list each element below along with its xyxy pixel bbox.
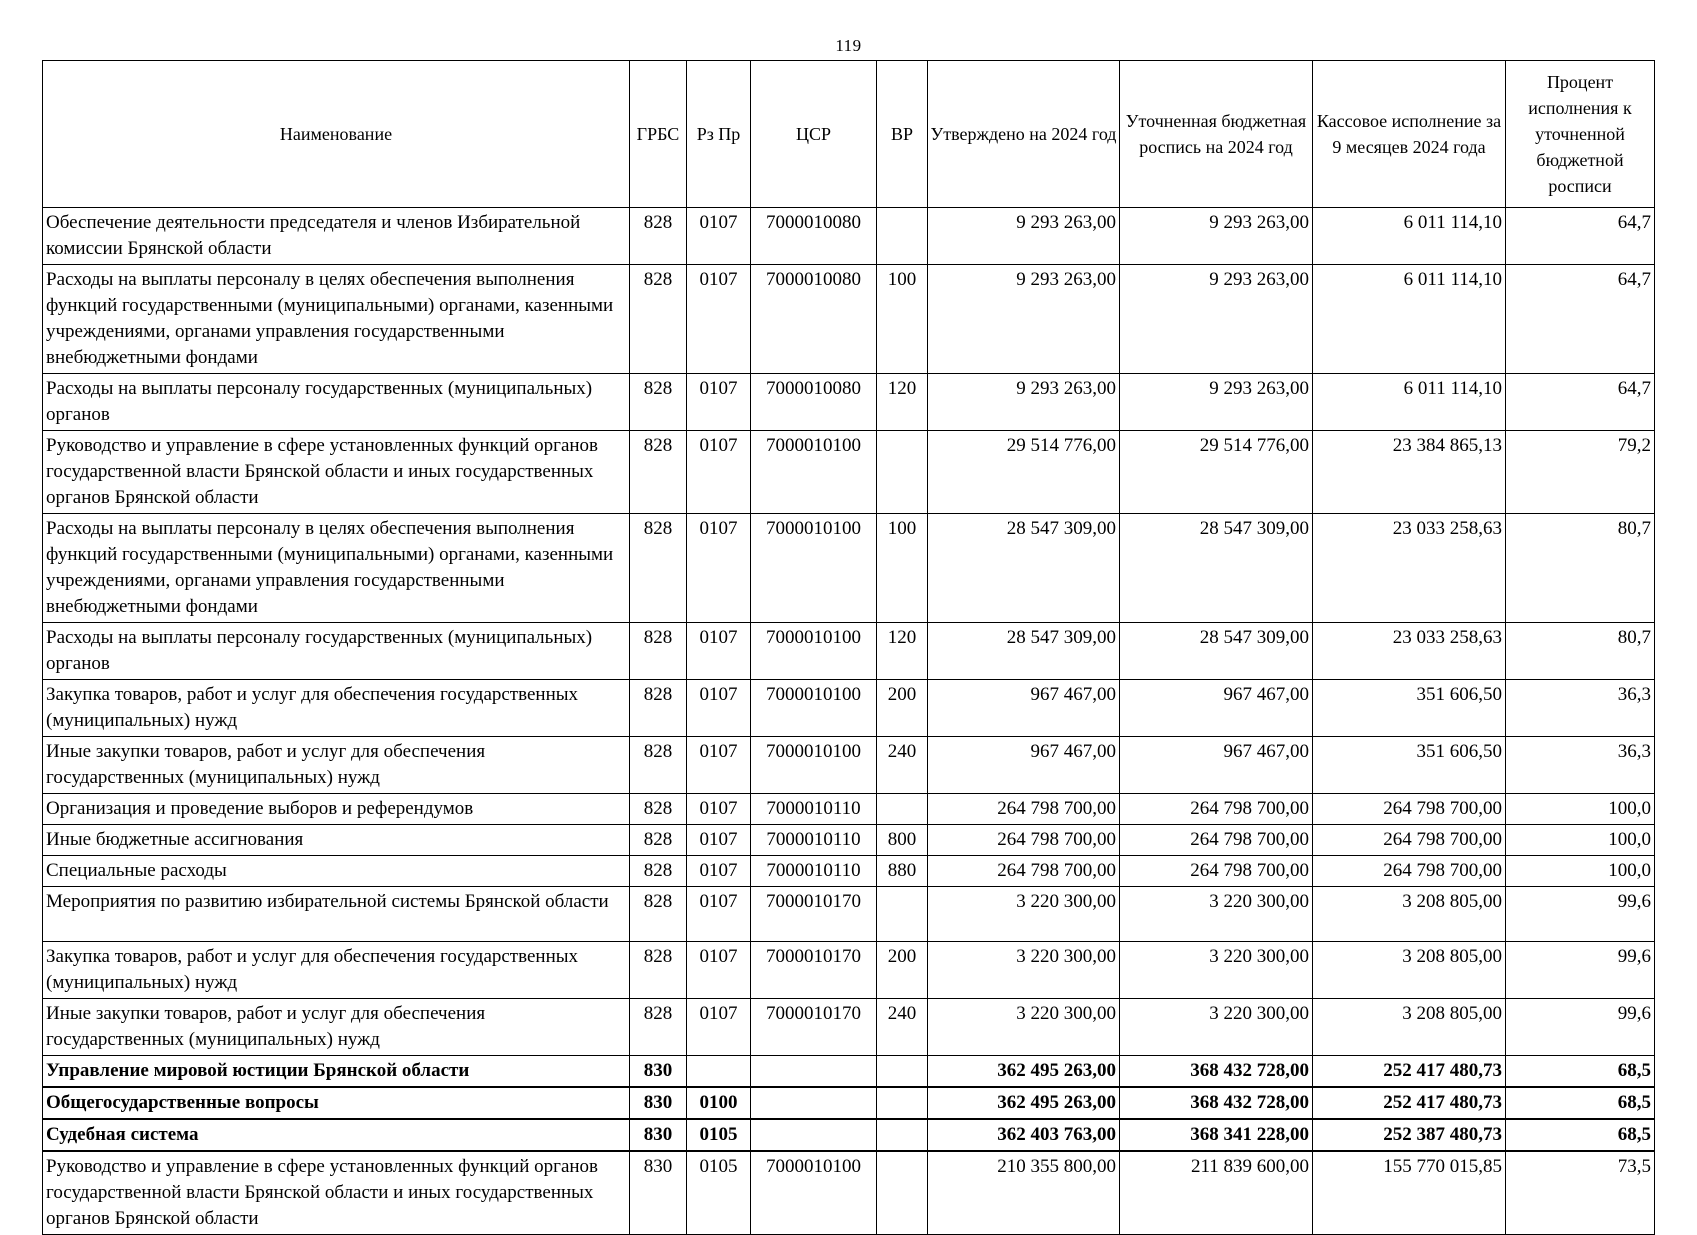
table-row — [43, 1119, 1655, 1151]
page-number: 119 — [835, 36, 862, 55]
cell-refined: 3 220 300,00 — [1120, 942, 1313, 999]
cell-name: Организация и проведение выборов и референдумов — [43, 794, 630, 825]
header-row — [43, 61, 1655, 208]
cell-vr — [877, 431, 928, 514]
cell-name: Обеспечение деятельности председателя и членов Избирательной комиссии Брянской области — [43, 208, 630, 265]
cell-csr: 7000010100 — [751, 1151, 877, 1235]
cell-refined: 264 798 700,00 — [1120, 794, 1313, 825]
cell-grbs: 828 — [630, 431, 687, 514]
cell-name: Специальные расходы — [43, 856, 630, 887]
cell-rzpr: 0107 — [687, 942, 751, 999]
cell-refined: 967 467,00 — [1120, 737, 1313, 794]
cell-approved: 3 220 300,00 — [928, 942, 1120, 999]
cell-vr: 120 — [877, 623, 928, 680]
cell-refined: 264 798 700,00 — [1120, 825, 1313, 856]
cell-vr — [877, 1087, 928, 1119]
cell-percent: 79,2 — [1506, 431, 1655, 514]
table-row — [43, 856, 1655, 887]
cell-approved: 210 355 800,00 — [928, 1151, 1120, 1235]
cell-name: Руководство и управление в сфере установленных функций органов государственной власти Брянской области и иных государственных органов Брянской области — [43, 1151, 630, 1235]
cell-percent: 64,7 — [1506, 208, 1655, 265]
cell-csr: 7000010110 — [751, 794, 877, 825]
cell-grbs: 830 — [630, 1151, 687, 1235]
cell-rzpr: 0107 — [687, 856, 751, 887]
cell-approved: 362 403 763,00 — [928, 1119, 1120, 1151]
cell-grbs: 828 — [630, 623, 687, 680]
cell-csr: 7000010170 — [751, 942, 877, 999]
cell-cash: 155 770 015,85 — [1313, 1151, 1506, 1235]
cell-cash: 3 208 805,00 — [1313, 999, 1506, 1056]
cell-rzpr: 0107 — [687, 265, 751, 374]
cell-grbs: 828 — [630, 514, 687, 623]
cell-percent: 64,7 — [1506, 265, 1655, 374]
cell-cash: 252 387 480,73 — [1313, 1119, 1506, 1151]
cell-name: Расходы на выплаты персоналу государственных (муниципальных) органов — [43, 374, 630, 431]
cell-csr — [751, 1119, 877, 1151]
cell-percent: 68,5 — [1506, 1056, 1655, 1088]
cell-approved: 9 293 263,00 — [928, 374, 1120, 431]
cell-cash: 6 011 114,10 — [1313, 374, 1506, 431]
cell-refined: 28 547 309,00 — [1120, 623, 1313, 680]
cell-rzpr: 0105 — [687, 1151, 751, 1235]
cell-rzpr: 0107 — [687, 623, 751, 680]
cell-cash: 351 606,50 — [1313, 680, 1506, 737]
cell-name: Расходы на выплаты персоналу государственных (муниципальных) органов — [43, 623, 630, 680]
col-header-approved: Утверждено на 2024 год — [928, 61, 1120, 208]
cell-csr: 7000010170 — [751, 999, 877, 1056]
cell-vr: 200 — [877, 680, 928, 737]
cell-csr: 7000010080 — [751, 265, 877, 374]
cell-vr: 240 — [877, 999, 928, 1056]
cell-approved: 3 220 300,00 — [928, 999, 1120, 1056]
cell-rzpr: 0107 — [687, 825, 751, 856]
cell-rzpr: 0107 — [687, 794, 751, 825]
cell-rzpr: 0107 — [687, 887, 751, 942]
cell-cash: 351 606,50 — [1313, 737, 1506, 794]
cell-refined: 9 293 263,00 — [1120, 208, 1313, 265]
cell-grbs: 828 — [630, 825, 687, 856]
table-row — [43, 1056, 1655, 1088]
cell-refined: 28 547 309,00 — [1120, 514, 1313, 623]
cell-refined: 9 293 263,00 — [1120, 265, 1313, 374]
cell-refined: 368 341 228,00 — [1120, 1119, 1313, 1151]
cell-rzpr: 0107 — [687, 999, 751, 1056]
cell-rzpr: 0105 — [687, 1119, 751, 1151]
cell-cash: 252 417 480,73 — [1313, 1056, 1506, 1088]
cell-approved: 28 547 309,00 — [928, 514, 1120, 623]
table-row — [43, 737, 1655, 794]
cell-vr: 120 — [877, 374, 928, 431]
cell-percent: 100,0 — [1506, 794, 1655, 825]
cell-refined: 3 220 300,00 — [1120, 999, 1313, 1056]
cell-percent: 99,6 — [1506, 942, 1655, 999]
cell-rzpr: 0107 — [687, 514, 751, 623]
cell-rzpr: 0107 — [687, 680, 751, 737]
cell-percent: 100,0 — [1506, 825, 1655, 856]
cell-cash: 264 798 700,00 — [1313, 825, 1506, 856]
cell-approved: 967 467,00 — [928, 680, 1120, 737]
cell-percent: 36,3 — [1506, 680, 1655, 737]
cell-grbs: 828 — [630, 856, 687, 887]
cell-percent: 80,7 — [1506, 514, 1655, 623]
cell-vr — [877, 887, 928, 942]
cell-cash: 6 011 114,10 — [1313, 265, 1506, 374]
cell-grbs: 828 — [630, 680, 687, 737]
cell-csr: 7000010110 — [751, 856, 877, 887]
cell-approved: 362 495 263,00 — [928, 1056, 1120, 1088]
cell-grbs: 828 — [630, 374, 687, 431]
cell-refined: 967 467,00 — [1120, 680, 1313, 737]
cell-rzpr: 0107 — [687, 374, 751, 431]
cell-refined: 368 432 728,00 — [1120, 1087, 1313, 1119]
cell-approved: 967 467,00 — [928, 737, 1120, 794]
cell-vr: 240 — [877, 737, 928, 794]
cell-vr — [877, 208, 928, 265]
table-row — [43, 942, 1655, 999]
cell-grbs: 828 — [630, 737, 687, 794]
cell-name: Закупка товаров, работ и услуг для обеспечения государственных (муниципальных) нужд — [43, 942, 630, 999]
table-row — [43, 514, 1655, 623]
cell-approved: 362 495 263,00 — [928, 1087, 1120, 1119]
cell-vr — [877, 794, 928, 825]
cell-vr — [877, 1119, 928, 1151]
cell-vr: 200 — [877, 942, 928, 999]
cell-grbs: 828 — [630, 794, 687, 825]
cell-name: Управление мировой юстиции Брянской области — [43, 1056, 630, 1088]
cell-approved: 264 798 700,00 — [928, 856, 1120, 887]
cell-grbs: 828 — [630, 887, 687, 942]
cell-percent: 100,0 — [1506, 856, 1655, 887]
cell-grbs: 830 — [630, 1087, 687, 1119]
table-row — [43, 680, 1655, 737]
cell-approved: 29 514 776,00 — [928, 431, 1120, 514]
cell-percent: 80,7 — [1506, 623, 1655, 680]
cell-name: Закупка товаров, работ и услуг для обеспечения государственных (муниципальных) нужд — [43, 680, 630, 737]
cell-percent: 99,6 — [1506, 887, 1655, 942]
cell-cash: 23 384 865,13 — [1313, 431, 1506, 514]
cell-approved: 264 798 700,00 — [928, 825, 1120, 856]
col-header-csr: ЦСР — [751, 61, 877, 208]
col-header-name: Наименование — [43, 61, 630, 208]
cell-grbs: 828 — [630, 942, 687, 999]
cell-cash: 3 208 805,00 — [1313, 942, 1506, 999]
col-header-cash: Кассовое исполнение за 9 месяцев 2024 года — [1313, 61, 1506, 208]
cell-csr: 7000010100 — [751, 514, 877, 623]
cell-name: Мероприятия по развитию избирательной системы Брянской области — [43, 887, 630, 942]
cell-grbs: 828 — [630, 265, 687, 374]
cell-percent: 73,5 — [1506, 1151, 1655, 1235]
table-row — [43, 208, 1655, 265]
cell-percent: 68,5 — [1506, 1087, 1655, 1119]
cell-cash: 6 011 114,10 — [1313, 208, 1506, 265]
cell-vr — [877, 1056, 928, 1088]
cell-approved: 28 547 309,00 — [928, 623, 1120, 680]
table-row — [43, 623, 1655, 680]
cell-csr: 7000010100 — [751, 680, 877, 737]
cell-cash: 264 798 700,00 — [1313, 856, 1506, 887]
cell-csr — [751, 1056, 877, 1088]
table-row — [43, 265, 1655, 374]
cell-vr: 880 — [877, 856, 928, 887]
cell-percent: 36,3 — [1506, 737, 1655, 794]
cell-refined: 368 432 728,00 — [1120, 1056, 1313, 1088]
cell-cash: 264 798 700,00 — [1313, 794, 1506, 825]
cell-rzpr: 0107 — [687, 208, 751, 265]
cell-rzpr: 0107 — [687, 431, 751, 514]
cell-name: Судебная система — [43, 1119, 630, 1151]
col-header-rzpr: Рз Пр — [687, 61, 751, 208]
cell-vr — [877, 1151, 928, 1235]
budget-table — [42, 60, 1655, 1235]
cell-name: Общегосударственные вопросы — [43, 1087, 630, 1119]
cell-rzpr: 0100 — [687, 1087, 751, 1119]
cell-approved: 9 293 263,00 — [928, 265, 1120, 374]
cell-rzpr: 0107 — [687, 737, 751, 794]
table-row — [43, 1087, 1655, 1119]
table-row — [43, 887, 1655, 942]
cell-grbs: 828 — [630, 208, 687, 265]
cell-grbs: 828 — [630, 999, 687, 1056]
cell-approved: 264 798 700,00 — [928, 794, 1120, 825]
cell-percent: 68,5 — [1506, 1119, 1655, 1151]
col-header-refined: Уточненная бюджетная роспись на 2024 год — [1120, 61, 1313, 208]
cell-approved: 9 293 263,00 — [928, 208, 1120, 265]
cell-csr: 7000010110 — [751, 825, 877, 856]
cell-grbs: 830 — [630, 1056, 687, 1088]
table-row — [43, 374, 1655, 431]
table-row — [43, 825, 1655, 856]
col-header-percent: Процент исполнения к уточненной бюджетной росписи — [1506, 61, 1655, 208]
cell-refined: 9 293 263,00 — [1120, 374, 1313, 431]
cell-csr: 7000010100 — [751, 431, 877, 514]
cell-approved: 3 220 300,00 — [928, 887, 1120, 942]
cell-csr — [751, 1087, 877, 1119]
cell-vr: 800 — [877, 825, 928, 856]
table-row — [43, 999, 1655, 1056]
cell-name: Расходы на выплаты персоналу в целях обеспечения выполнения функций государственными (муниципальными) органами, казенными учреждениями, органами управления государственными внебюджетными фондами — [43, 265, 630, 374]
cell-vr: 100 — [877, 514, 928, 623]
cell-cash: 23 033 258,63 — [1313, 623, 1506, 680]
col-header-grbs: ГРБС — [630, 61, 687, 208]
cell-refined: 211 839 600,00 — [1120, 1151, 1313, 1235]
cell-cash: 3 208 805,00 — [1313, 887, 1506, 942]
cell-vr: 100 — [877, 265, 928, 374]
cell-refined: 29 514 776,00 — [1120, 431, 1313, 514]
cell-csr: 7000010080 — [751, 374, 877, 431]
table-row — [43, 431, 1655, 514]
cell-csr: 7000010080 — [751, 208, 877, 265]
cell-name: Иные бюджетные ассигнования — [43, 825, 630, 856]
cell-refined: 3 220 300,00 — [1120, 887, 1313, 942]
cell-cash: 23 033 258,63 — [1313, 514, 1506, 623]
cell-csr: 7000010100 — [751, 737, 877, 794]
cell-csr: 7000010170 — [751, 887, 877, 942]
cell-name: Иные закупки товаров, работ и услуг для обеспечения государственных (муниципальных) нужд — [43, 737, 630, 794]
cell-grbs: 830 — [630, 1119, 687, 1151]
cell-rzpr — [687, 1056, 751, 1088]
cell-percent: 64,7 — [1506, 374, 1655, 431]
cell-name: Руководство и управление в сфере установленных функций органов государственной власти Брянской области и иных государственных органов Брянской области — [43, 431, 630, 514]
cell-csr: 7000010100 — [751, 623, 877, 680]
table-row — [43, 794, 1655, 825]
cell-cash: 252 417 480,73 — [1313, 1087, 1506, 1119]
cell-name: Иные закупки товаров, работ и услуг для обеспечения государственных (муниципальных) нужд — [43, 999, 630, 1056]
cell-percent: 99,6 — [1506, 999, 1655, 1056]
cell-name: Расходы на выплаты персоналу в целях обеспечения выполнения функций государственными (муниципальными) органами, казенными учреждениями, органами управления государственными внебюджетными фондами — [43, 514, 630, 623]
cell-refined: 264 798 700,00 — [1120, 856, 1313, 887]
col-header-vr: ВР — [877, 61, 928, 208]
table-row — [43, 1151, 1655, 1235]
